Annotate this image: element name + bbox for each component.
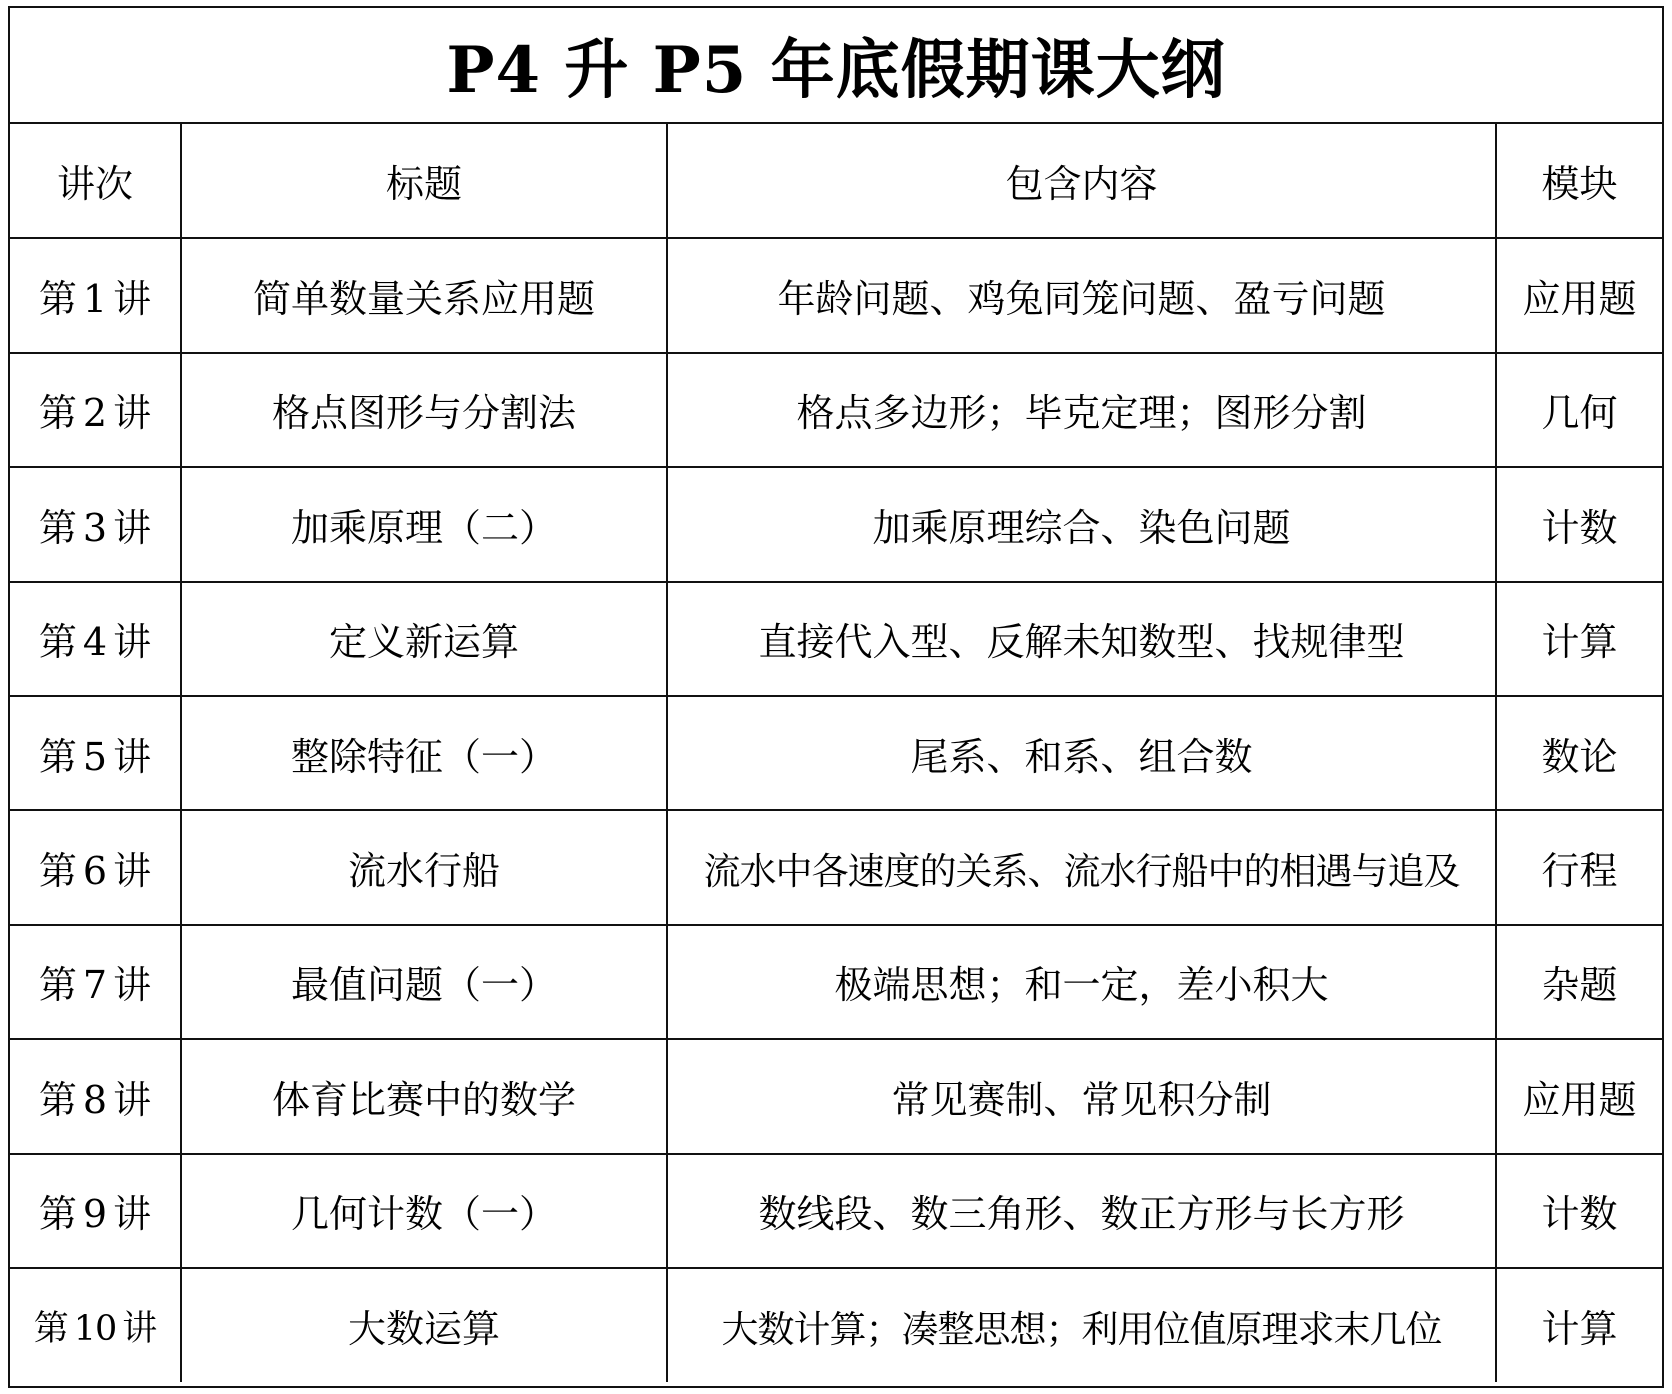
content-cell: 极端思想；和一定，差小积大: [667, 925, 1496, 1039]
table-row: [10, 925, 1662, 1039]
title-cell: 流水行船: [181, 810, 667, 924]
lesson-suffix: 讲: [113, 505, 152, 550]
lesson-suffix: 讲: [113, 1192, 152, 1237]
lesson-cell: [10, 467, 181, 581]
syllabus-sheet: [8, 6, 1664, 1388]
lesson-number: 1: [82, 277, 108, 322]
lesson-prefix: 第: [38, 277, 77, 322]
header-content: 包含内容: [667, 124, 1496, 238]
title-cell: 体育比赛中的数学: [181, 1039, 667, 1153]
module-cell: 数论: [1496, 696, 1662, 810]
lesson-number: 5: [82, 734, 108, 779]
lesson-prefix: 第: [38, 849, 77, 894]
title-cell: 定义新运算: [181, 582, 667, 696]
content-cell: 常见赛制、常见积分制: [667, 1039, 1496, 1153]
title-row: [10, 8, 1662, 124]
lesson-number: 4: [82, 620, 108, 665]
module-cell: 计算: [1496, 1268, 1662, 1382]
table-row: [10, 696, 1662, 810]
lesson-suffix: 讲: [122, 1308, 157, 1349]
content-cell: 加乘原理综合、染色问题: [667, 467, 1496, 581]
lesson-prefix: 第: [38, 734, 77, 779]
lesson-number: 6: [82, 849, 108, 894]
table-row: [10, 582, 1662, 696]
header-module: 模块: [1496, 124, 1662, 238]
lesson-suffix: 讲: [113, 963, 152, 1008]
title-cell: 整除特征（一）: [181, 696, 667, 810]
lesson-prefix: 第: [38, 1077, 77, 1122]
content-cell: 流水中各速度的关系、流水行船中的相遇与追及: [667, 810, 1496, 924]
lesson-number: 8: [82, 1077, 108, 1122]
lesson-prefix: 第: [38, 620, 77, 665]
header-title: 标题: [181, 124, 667, 238]
lesson-suffix: 讲: [113, 391, 152, 436]
module-cell: 计数: [1496, 1154, 1662, 1268]
page-title: P4 升 P5 年底假期课大纲: [446, 33, 1226, 108]
title-cell: 大数运算: [181, 1268, 667, 1382]
syllabus-table: [10, 124, 1662, 1382]
lesson-cell: [10, 696, 181, 810]
title-cell: 格点图形与分割法: [181, 353, 667, 467]
lesson-suffix: 讲: [113, 734, 152, 779]
table-row: [10, 1039, 1662, 1153]
table-body: [10, 238, 1662, 1382]
lesson-suffix: 讲: [113, 620, 152, 665]
title-cell: 最值问题（一）: [181, 925, 667, 1039]
content-cell: 格点多边形；毕克定理；图形分割: [667, 353, 1496, 467]
table-row: [10, 1154, 1662, 1268]
lesson-prefix: 第: [33, 1308, 68, 1349]
module-cell: 计算: [1496, 582, 1662, 696]
lesson-prefix: 第: [38, 505, 77, 550]
lesson-number: 3: [82, 505, 108, 550]
table-row: [10, 1268, 1662, 1382]
lesson-cell: [10, 582, 181, 696]
lesson-cell: [10, 925, 181, 1039]
module-cell: 杂题: [1496, 925, 1662, 1039]
table-row: [10, 238, 1662, 352]
content-cell: 大数计算；凑整思想；利用位值原理求末几位: [667, 1268, 1496, 1382]
content-cell: 尾系、和系、组合数: [667, 696, 1496, 810]
lesson-cell: [10, 353, 181, 467]
lesson-suffix: 讲: [113, 277, 152, 322]
header-row: [10, 124, 1662, 238]
title-cell: 几何计数（一）: [181, 1154, 667, 1268]
lesson-number: 2: [82, 391, 108, 436]
lesson-cell: [10, 1039, 181, 1153]
module-cell: 应用题: [1496, 238, 1662, 352]
lesson-number: 7: [82, 963, 108, 1008]
content-cell: 数线段、数三角形、数正方形与长方形: [667, 1154, 1496, 1268]
lesson-number: 9: [82, 1192, 108, 1237]
lesson-cell: [10, 238, 181, 352]
table-row: [10, 810, 1662, 924]
lesson-number: 10: [73, 1308, 117, 1349]
title-cell: 简单数量关系应用题: [181, 238, 667, 352]
module-cell: 计数: [1496, 467, 1662, 581]
lesson-suffix: 讲: [113, 849, 152, 894]
lesson-cell: [10, 810, 181, 924]
lesson-prefix: 第: [38, 963, 77, 1008]
lesson-prefix: 第: [38, 1192, 77, 1237]
table-row: [10, 353, 1662, 467]
table-row: [10, 467, 1662, 581]
module-cell: 应用题: [1496, 1039, 1662, 1153]
module-cell: 几何: [1496, 353, 1662, 467]
module-cell: 行程: [1496, 810, 1662, 924]
lesson-suffix: 讲: [113, 1077, 152, 1122]
header-lesson: 讲次: [10, 124, 181, 238]
title-cell: 加乘原理（二）: [181, 467, 667, 581]
lesson-prefix: 第: [38, 391, 77, 436]
content-cell: 直接代入型、反解未知数型、找规律型: [667, 582, 1496, 696]
lesson-cell: [10, 1268, 181, 1382]
lesson-cell: [10, 1154, 181, 1268]
content-cell: 年龄问题、鸡兔同笼问题、盈亏问题: [667, 238, 1496, 352]
